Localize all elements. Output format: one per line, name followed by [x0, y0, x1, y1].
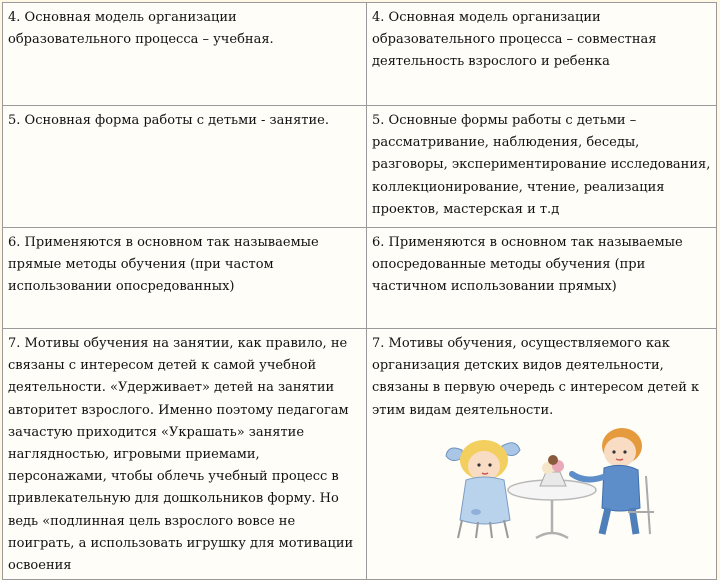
cell-text: 6. Применяются в основном так называемые прямые методы обучения (при частом использовании опосредованных) [8, 235, 319, 295]
table-cell-left [3, 228, 367, 329]
table-cell-right [367, 106, 717, 228]
boy-figure [572, 428, 654, 534]
cell-text: 7. Мотивы обучения, осуществляемого как организация детских видов деятельности, связаны в первую очередь с интересом детей к этим видам деятельности. [372, 336, 700, 418]
table-cell-left [3, 3, 367, 106]
table-row [3, 106, 717, 228]
table-cell-right [367, 3, 717, 106]
cell-text: 5. Основные формы работы с детьми – рассматривание, наблюдения, беседы, разговоры, экспериментирование исследования, коллекционирование, чтение, реализация проектов, мастерская и т.д [372, 113, 711, 217]
table-row [3, 3, 717, 106]
table-row [3, 228, 717, 329]
table-cell-left [3, 329, 367, 580]
cell-text: 6. Применяются в основном так называемые опосредованные методы обучения (при частичном использовании прямых) [372, 235, 683, 295]
cell-text: 5. Основная форма работы с детьми - занятие. [8, 113, 329, 128]
table-cell-right [367, 228, 717, 329]
cell-text: 4. Основная модель организации образовательного процесса – совместная деятельность взрослого и ребенка [372, 10, 657, 70]
cafe-table [508, 455, 596, 538]
cell-text: 7. Мотивы обучения на занятии, как правило, не связаны с интересом детей к самой учебной деятельности. «Удерживает» детей на занятии авторитет взрослого. Именно поэтому педагогам зачастую приходится «Украшать» занятие наглядностью, игровыми приемами, персонажами, чтобы облечь учебный процесс в привлекательную для дошкольников форму. Но ведь «подлинная цель взрослого вовсе не поиграть, а использовать игрушку для мотивации освоения [8, 336, 354, 574]
cell-text: 4. Основная модель организации образовательного процесса – учебная. [8, 10, 274, 48]
children-illustration [432, 416, 672, 540]
table-cell-left [3, 106, 367, 228]
